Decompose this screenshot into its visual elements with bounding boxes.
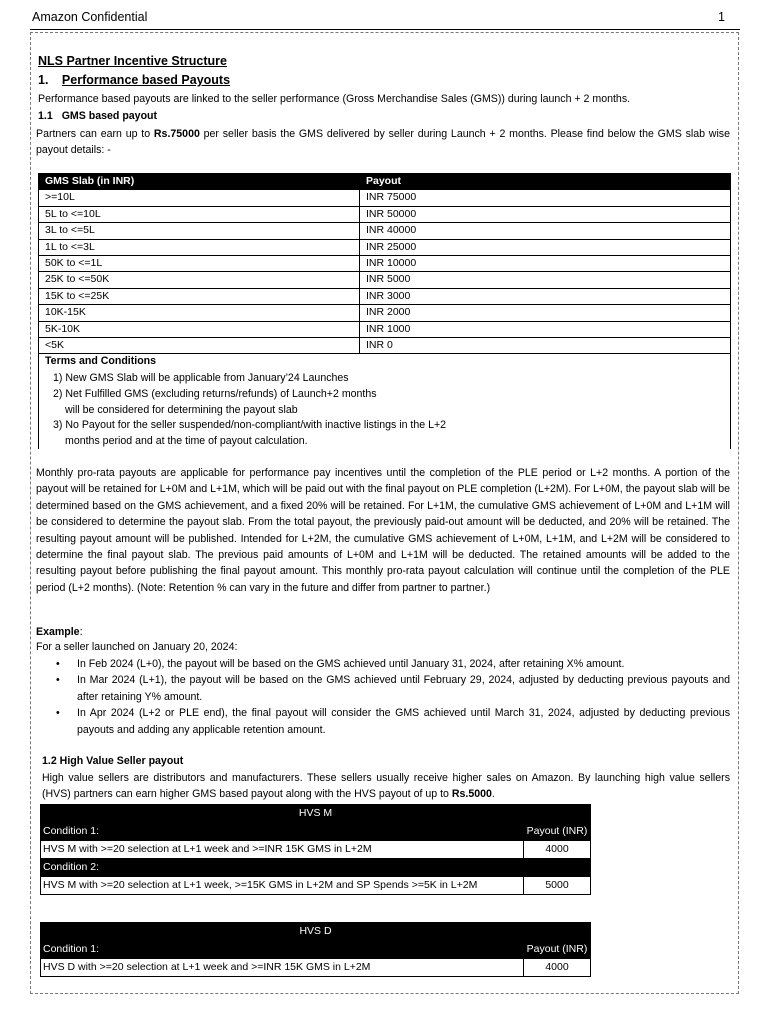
condition-text: HVS D with >=20 selection at L+1 week and >=INR 15K GMS in L+2M — [41, 959, 524, 977]
hvs-d-table — [40, 922, 591, 977]
subsection-1-1-title: GMS based payout — [61, 110, 158, 122]
payout-value: 4000 — [524, 841, 591, 859]
subsection-1-1-number: 1.1 — [38, 110, 53, 122]
table-row — [41, 941, 591, 959]
payout-value: 5000 — [524, 877, 591, 895]
slab-cell: 25K to <=50K — [39, 272, 360, 288]
payout-header: Payout (INR) — [524, 941, 591, 959]
table-row — [39, 305, 731, 321]
table-row — [41, 959, 591, 977]
bullet-icon: • — [56, 658, 60, 670]
condition-label: Condition 1: — [41, 823, 524, 841]
payout-cell: INR 50000 — [360, 206, 731, 222]
gms-slab-table — [38, 173, 731, 354]
table-row — [41, 805, 591, 823]
terms-line: will be considered for determining the payout slab — [65, 404, 298, 416]
slab-cell: 15K to <=25K — [39, 288, 360, 304]
slab-cell: 1L to <=3L — [39, 239, 360, 255]
header-label: Amazon Confidential — [32, 10, 148, 24]
slab-cell: 10K-15K — [39, 305, 360, 321]
hvs-m-title: HVS M — [41, 805, 591, 823]
table-row — [39, 223, 731, 239]
table-row — [41, 823, 591, 841]
slab-cell: >=10L — [39, 190, 360, 206]
document-title: NLS Partner Incentive Structure — [38, 54, 227, 68]
table-row — [39, 206, 731, 222]
table-row — [39, 256, 731, 272]
terms-title: Terms and Conditions — [45, 355, 157, 367]
table-row — [41, 841, 591, 859]
max-payout-amount: Rs.75000 — [153, 128, 200, 140]
payout-cell: INR 10000 — [360, 256, 731, 272]
table-row — [39, 288, 731, 304]
list-item: • In Apr 2024 (L+2 or PLE end), the final payout will consider the GMS achieved until March 31, 2024, adjusted by deducting previous payouts and adding any applicable retention amount. — [56, 707, 730, 736]
table-row — [39, 338, 731, 354]
section-1-number: 1. — [38, 73, 49, 87]
header-divider — [30, 29, 740, 30]
payout-cell: INR 3000 — [360, 288, 731, 304]
condition-label: Condition 2: — [41, 859, 591, 877]
section-1-title: Performance based Payouts — [61, 73, 231, 87]
slab-cell: 50K to <=1L — [39, 256, 360, 272]
column-header: GMS Slab (in INR) — [39, 174, 360, 190]
monthly-payout-paragraph: Monthly pro-rata payouts are applicable for performance pay incentives until the completion of the PLE period or L+2 months. A portion of the payout will be retained for L+0M and L+1M, which will be paid out with the final payout on PLE completion (L+2M). For L+0M, the payout slab will be determined based on the GMS achievement, and a fixed 20% will be retained. For L+1M, the cumulative GMS achievement of L+0M and L+1M will be considered to determine the payout slab. From the total payout, the previously paid-out amount will be deducted, and 20% will be retained. The resulting payout amount will be published. Intended for L+2M, the cumulative GMS achievement of L+0M, L+1M, and L+2M will be considered to determine the final payout slab. The previous paid amounts of L+0M and L+1M will be deducted. The retained amounts will be added to the resulting payout before publishing the final payout amount. This monthly pro-rata payout calculation will continue until the completion of the PLE period (L+2 months). (Note: Retention % can vary in the future and differ from partner to partner.) — [36, 467, 730, 594]
payout-cell: INR 0 — [360, 338, 731, 354]
table-header-row — [39, 174, 731, 190]
condition-text: HVS M with >=20 selection at L+1 week, >=15K GMS in L+2M and SP Spends >=5K in L+2M — [41, 877, 524, 895]
slab-cell: 3L to <=5L — [39, 223, 360, 239]
example-intro: For a seller launched on January 20, 2024: — [36, 641, 238, 653]
terms-line: 2) Net Fulfilled GMS (excluding returns/refunds) of Launch+2 months — [53, 388, 377, 400]
condition-text: HVS M with >=20 selection at L+1 week and >=INR 15K GMS in L+2M — [41, 841, 524, 859]
payout-cell: INR 40000 — [360, 223, 731, 239]
table-row — [39, 190, 731, 206]
terms-and-conditions — [38, 353, 731, 449]
table-row — [39, 321, 731, 337]
payout-value: 4000 — [524, 959, 591, 977]
table-row — [41, 877, 591, 895]
hvs-max-payout: Rs.5000 — [451, 788, 492, 801]
slab-cell: <5K — [39, 338, 360, 354]
bullet-icon: • — [56, 674, 60, 687]
table-row — [39, 272, 731, 288]
page-number: 1 — [718, 10, 725, 24]
slab-cell: 5K-10K — [39, 321, 360, 337]
payout-cell: INR 5000 — [360, 272, 731, 288]
table-row — [41, 859, 591, 877]
slab-cell: 5L to <=10L — [39, 206, 360, 222]
example-heading: Example: — [36, 626, 83, 638]
hvs-d-title: HVS D — [41, 923, 591, 941]
subsection-1-1-heading — [38, 110, 157, 122]
table-row — [39, 239, 731, 255]
list-item: • In Feb 2024 (L+0), the payout will be based on the GMS achieved until January 31, 2024, after retaining X% amount. — [36, 656, 730, 672]
bullet-icon: • — [56, 707, 60, 720]
condition-label: Condition 1: — [41, 941, 524, 959]
terms-line: months period and at the time of payout calculation. — [65, 435, 308, 447]
payout-cell: INR 25000 — [360, 239, 731, 255]
table-row — [41, 923, 591, 941]
subsection-1-2-heading: 1.2 High Value Seller payout — [42, 755, 184, 767]
column-header: Payout — [360, 174, 731, 190]
subsection-1-2-text: High value sellers are distributors and manufacturers. These sellers usually receive higher sales on Amazon. By launching high value sellers (HVS) partners can earn higher GMS based payout along with the HVS payout of up to Rs.5000. — [42, 772, 730, 801]
terms-line: 3) No Payout for the seller suspended/non-compliant/with inactive listings in the L+2 — [53, 419, 447, 431]
payout-cell: INR 2000 — [360, 305, 731, 321]
payout-cell: INR 1000 — [360, 321, 731, 337]
terms-line: 1) New GMS Slab will be applicable from January’24 Launches — [53, 372, 349, 384]
payout-cell: INR 75000 — [360, 190, 731, 206]
hvs-m-table — [40, 804, 591, 895]
payout-header: Payout (INR) — [524, 823, 591, 841]
subsection-1-1-text: Partners can earn up to Rs.75000 per seller basis the GMS delivered by seller during Launch + 2 months. Please find below the GMS slab wise payout details: - — [36, 128, 730, 157]
section-1-heading — [38, 73, 230, 87]
section-1-intro: Performance based payouts are linked to the seller performance (Gross Merchandise Sales (GMS)) during launch + 2 months. — [38, 93, 631, 105]
example-bullet-list — [36, 656, 730, 738]
list-item: • In Mar 2024 (L+1), the payout will be based on the GMS achieved until February 29, 2024, adjusted by deducting previous payouts and after retaining Y% amount. — [56, 674, 730, 703]
